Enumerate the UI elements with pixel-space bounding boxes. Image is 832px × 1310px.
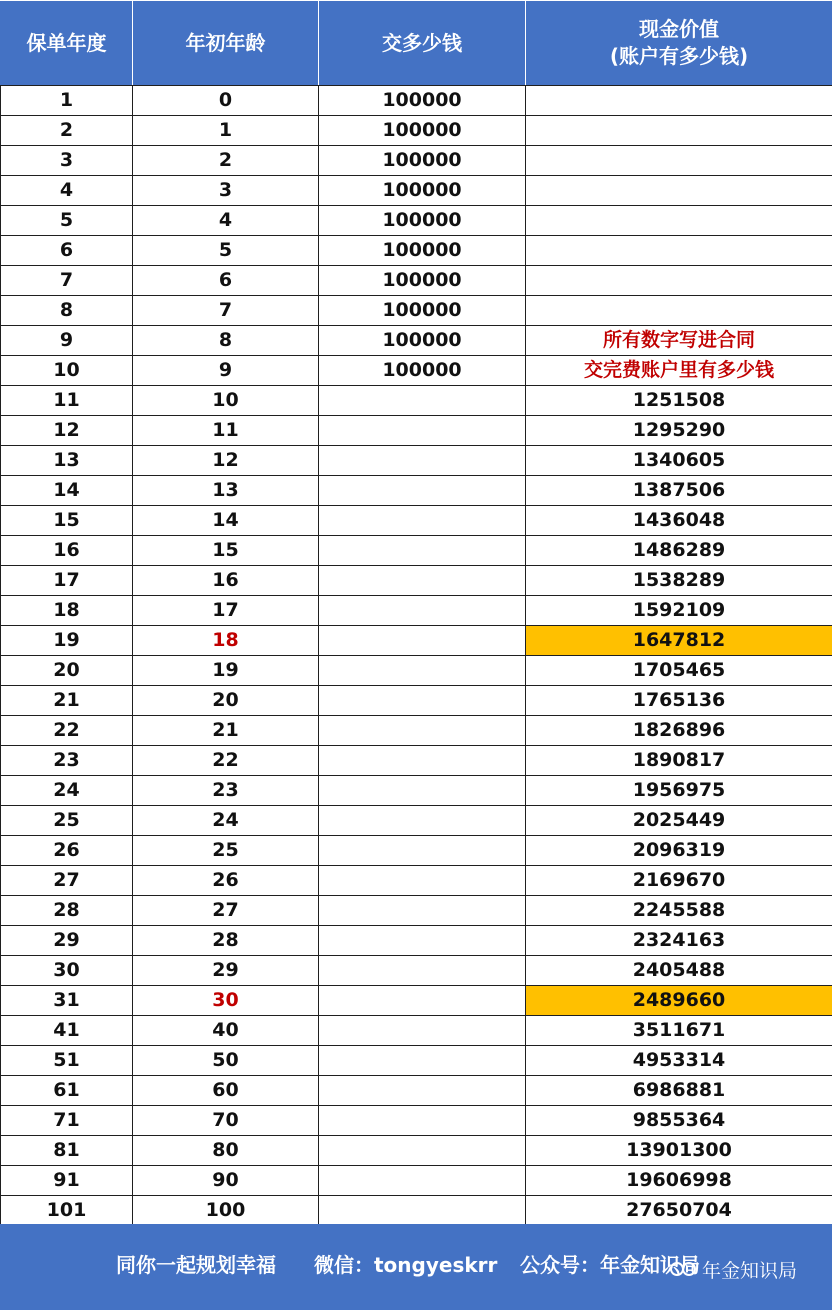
table-row <box>1 986 832 1016</box>
table-row <box>1 176 832 206</box>
table-row <box>1 446 832 476</box>
cell-start-age: 80 <box>133 1136 319 1166</box>
cell-start-age: 4 <box>133 206 319 236</box>
cell-start-age: 5 <box>133 236 319 266</box>
table-row <box>1 386 832 416</box>
table-row <box>1 896 832 926</box>
cell-cash-value: 13901300 <box>526 1136 832 1166</box>
header-row <box>1 1 832 86</box>
cell-cash-value: 所有数字写进合同 <box>526 326 832 356</box>
cell-premium <box>319 686 526 716</box>
cell-premium <box>319 806 526 836</box>
cell-policy-year: 22 <box>1 716 133 746</box>
cell-cash-value: 2096319 <box>526 836 832 866</box>
cell-start-age: 25 <box>133 836 319 866</box>
table-row <box>1 566 832 596</box>
cell-premium <box>319 896 526 926</box>
cell-cash-value: 1647812 <box>526 626 832 656</box>
cell-policy-year: 10 <box>1 356 133 386</box>
cell-premium: 100000 <box>319 86 526 116</box>
table-row <box>1 1076 832 1106</box>
table-row <box>1 326 832 356</box>
cell-policy-year: 1 <box>1 86 133 116</box>
cell-policy-year: 13 <box>1 446 133 476</box>
cell-start-age: 27 <box>133 896 319 926</box>
header-cash-value-title: 现金价值 <box>639 17 719 41</box>
cell-policy-year: 2 <box>1 116 133 146</box>
cell-cash-value: 9855364 <box>526 1106 832 1136</box>
cell-start-age: 50 <box>133 1046 319 1076</box>
cell-start-age: 19 <box>133 656 319 686</box>
header-cash-value <box>526 1 832 86</box>
cell-policy-year: 7 <box>1 266 133 296</box>
cell-policy-year: 71 <box>1 1106 133 1136</box>
cell-policy-year: 91 <box>1 1166 133 1196</box>
cell-start-age: 28 <box>133 926 319 956</box>
cell-policy-year: 18 <box>1 596 133 626</box>
cell-premium: 100000 <box>319 356 526 386</box>
cell-premium <box>319 1046 526 1076</box>
cell-premium: 100000 <box>319 176 526 206</box>
cell-policy-year: 14 <box>1 476 133 506</box>
footer-wechat-id: 微信：tongyeskrr <box>314 1253 498 1277</box>
cell-cash-value: 3511671 <box>526 1016 832 1046</box>
header-start-age: 年初年龄 <box>133 1 319 86</box>
cell-premium <box>319 476 526 506</box>
cell-premium <box>319 1076 526 1106</box>
table-row <box>1 1166 832 1196</box>
cell-policy-year: 23 <box>1 746 133 776</box>
cell-cash-value: 4953314 <box>526 1046 832 1076</box>
cell-start-age: 30 <box>133 986 319 1016</box>
cell-policy-year: 20 <box>1 656 133 686</box>
cell-start-age: 100 <box>133 1196 319 1226</box>
cell-cash-value: 1251508 <box>526 386 832 416</box>
cell-cash-value: 2405488 <box>526 956 832 986</box>
cell-start-age: 26 <box>133 866 319 896</box>
cell-start-age: 16 <box>133 566 319 596</box>
header-cash-value-subtitle: (账户有多少钱) <box>609 44 749 68</box>
cell-cash-value: 2245588 <box>526 896 832 926</box>
cell-start-age: 8 <box>133 326 319 356</box>
cell-policy-year: 9 <box>1 326 133 356</box>
cell-start-age: 6 <box>133 266 319 296</box>
cell-start-age: 9 <box>133 356 319 386</box>
watermark <box>670 1254 797 1284</box>
cell-cash-value <box>526 176 832 206</box>
cell-cash-value <box>526 86 832 116</box>
cell-premium <box>319 656 526 686</box>
table-row <box>1 1196 832 1226</box>
cell-premium <box>319 1106 526 1136</box>
cell-policy-year: 41 <box>1 1016 133 1046</box>
cell-start-age: 21 <box>133 716 319 746</box>
cell-start-age: 90 <box>133 1166 319 1196</box>
cell-cash-value: 2489660 <box>526 986 832 1016</box>
footer-banner <box>0 1224 832 1310</box>
watermark-text: 年金知识局 <box>702 1259 798 1282</box>
cell-cash-value: 6986881 <box>526 1076 832 1106</box>
cell-premium <box>319 776 526 806</box>
cell-premium <box>319 1166 526 1196</box>
cell-policy-year: 19 <box>1 626 133 656</box>
table-row <box>1 596 832 626</box>
table-row <box>1 356 832 386</box>
cell-premium <box>319 536 526 566</box>
cell-premium: 100000 <box>319 236 526 266</box>
table-row <box>1 1046 832 1076</box>
cell-cash-value: 27650704 <box>526 1196 832 1226</box>
cell-start-age: 70 <box>133 1106 319 1136</box>
cell-start-age: 60 <box>133 1076 319 1106</box>
cell-cash-value: 1436048 <box>526 506 832 536</box>
cell-cash-value: 交完费账户里有多少钱 <box>526 356 832 386</box>
cell-cash-value <box>526 116 832 146</box>
cell-start-age: 18 <box>133 626 319 656</box>
cell-start-age: 13 <box>133 476 319 506</box>
table-row <box>1 86 832 116</box>
table-row <box>1 536 832 566</box>
table-row <box>1 626 832 656</box>
wechat-channel-icon <box>670 1258 696 1280</box>
cell-policy-year: 25 <box>1 806 133 836</box>
cell-policy-year: 81 <box>1 1136 133 1166</box>
cell-premium <box>319 626 526 656</box>
cell-premium <box>319 866 526 896</box>
cell-premium <box>319 926 526 956</box>
table-row <box>1 956 832 986</box>
cell-premium <box>319 836 526 866</box>
cell-premium <box>319 1016 526 1046</box>
cell-premium: 100000 <box>319 206 526 236</box>
cell-policy-year: 101 <box>1 1196 133 1226</box>
cell-cash-value <box>526 296 832 326</box>
cell-policy-year: 17 <box>1 566 133 596</box>
table-row <box>1 776 832 806</box>
cell-policy-year: 31 <box>1 986 133 1016</box>
cell-cash-value: 2324163 <box>526 926 832 956</box>
cell-start-age: 20 <box>133 686 319 716</box>
cell-premium <box>319 986 526 1016</box>
cell-cash-value: 1486289 <box>526 536 832 566</box>
footer-slogan: 同你一起规划幸福 <box>116 1253 276 1277</box>
cell-start-age: 10 <box>133 386 319 416</box>
cell-cash-value <box>526 266 832 296</box>
table-row <box>1 716 832 746</box>
table-row <box>1 686 832 716</box>
cell-policy-year: 30 <box>1 956 133 986</box>
cell-premium <box>319 596 526 626</box>
cell-cash-value: 2169670 <box>526 866 832 896</box>
header-premium: 交多少钱 <box>319 1 526 86</box>
cell-start-age: 40 <box>133 1016 319 1046</box>
table-row <box>1 656 832 686</box>
cell-start-age: 29 <box>133 956 319 986</box>
cell-premium <box>319 416 526 446</box>
table-row <box>1 1106 832 1136</box>
cell-start-age: 2 <box>133 146 319 176</box>
table-row <box>1 296 832 326</box>
cell-policy-year: 28 <box>1 896 133 926</box>
cell-cash-value: 1705465 <box>526 656 832 686</box>
cell-policy-year: 61 <box>1 1076 133 1106</box>
cell-premium <box>319 566 526 596</box>
cell-cash-value <box>526 146 832 176</box>
cell-cash-value: 1956975 <box>526 776 832 806</box>
cell-cash-value: 1765136 <box>526 686 832 716</box>
cell-policy-year: 11 <box>1 386 133 416</box>
cell-policy-year: 5 <box>1 206 133 236</box>
header-policy-year: 保单年度 <box>1 1 133 86</box>
table-row <box>1 146 832 176</box>
cell-start-age: 22 <box>133 746 319 776</box>
cell-policy-year: 15 <box>1 506 133 536</box>
cell-cash-value: 1295290 <box>526 416 832 446</box>
cell-cash-value: 1592109 <box>526 596 832 626</box>
cell-cash-value: 2025449 <box>526 806 832 836</box>
cell-start-age: 3 <box>133 176 319 206</box>
cell-start-age: 7 <box>133 296 319 326</box>
cell-policy-year: 51 <box>1 1046 133 1076</box>
cell-policy-year: 29 <box>1 926 133 956</box>
cell-cash-value: 1387506 <box>526 476 832 506</box>
cell-cash-value: 1890817 <box>526 746 832 776</box>
cell-start-age: 15 <box>133 536 319 566</box>
cell-policy-year: 3 <box>1 146 133 176</box>
cell-cash-value: 19606998 <box>526 1166 832 1196</box>
cell-premium <box>319 386 526 416</box>
cell-premium: 100000 <box>319 116 526 146</box>
cell-start-age: 17 <box>133 596 319 626</box>
table-row <box>1 866 832 896</box>
cell-premium: 100000 <box>319 326 526 356</box>
table-row <box>1 476 832 506</box>
cell-premium <box>319 1136 526 1166</box>
cell-premium: 100000 <box>319 296 526 326</box>
cell-premium <box>319 446 526 476</box>
table-row <box>1 836 832 866</box>
cell-cash-value <box>526 206 832 236</box>
cell-premium: 100000 <box>319 266 526 296</box>
cell-policy-year: 27 <box>1 866 133 896</box>
table-row <box>1 236 832 266</box>
cell-policy-year: 16 <box>1 536 133 566</box>
cell-policy-year: 21 <box>1 686 133 716</box>
cell-premium <box>319 506 526 536</box>
table-row <box>1 746 832 776</box>
cell-premium <box>319 746 526 776</box>
cell-premium <box>319 716 526 746</box>
cell-start-age: 11 <box>133 416 319 446</box>
table-row <box>1 1016 832 1046</box>
cell-cash-value: 1538289 <box>526 566 832 596</box>
table-row <box>1 806 832 836</box>
cell-premium: 100000 <box>319 146 526 176</box>
cell-cash-value: 1826896 <box>526 716 832 746</box>
table-row <box>1 506 832 536</box>
cell-policy-year: 6 <box>1 236 133 266</box>
cell-policy-year: 4 <box>1 176 133 206</box>
table-row <box>1 1136 832 1166</box>
table-row <box>1 206 832 236</box>
cell-start-age: 0 <box>133 86 319 116</box>
table-row <box>1 116 832 146</box>
table-row <box>1 416 832 446</box>
cell-start-age: 1 <box>133 116 319 146</box>
cell-start-age: 24 <box>133 806 319 836</box>
cell-premium <box>319 956 526 986</box>
cell-start-age: 14 <box>133 506 319 536</box>
cell-start-age: 12 <box>133 446 319 476</box>
footer-official-account: 公众号：年金知识局 <box>520 1253 700 1277</box>
cell-premium <box>319 1196 526 1226</box>
cell-cash-value: 1340605 <box>526 446 832 476</box>
table-body <box>1 86 832 1226</box>
cell-policy-year: 26 <box>1 836 133 866</box>
cell-policy-year: 8 <box>1 296 133 326</box>
table-row <box>1 266 832 296</box>
cell-policy-year: 24 <box>1 776 133 806</box>
cell-cash-value <box>526 236 832 266</box>
table-row <box>1 926 832 956</box>
cell-policy-year: 12 <box>1 416 133 446</box>
cell-start-age: 23 <box>133 776 319 806</box>
